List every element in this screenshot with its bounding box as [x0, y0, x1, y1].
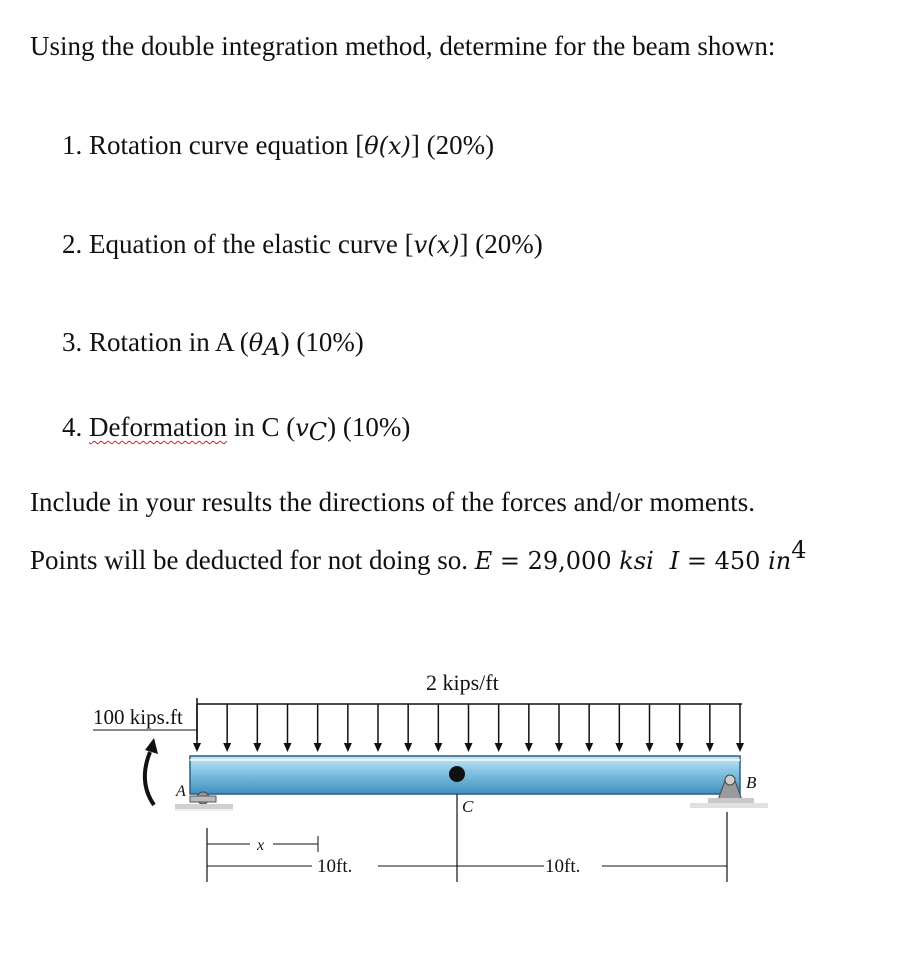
problem-intro: Using the double integration method, determine for the beam shown: [30, 31, 776, 61]
load-arrow-head [253, 743, 261, 752]
inertia-unit: in [768, 547, 792, 575]
load-arrow-head [555, 743, 563, 752]
item-text: Rotation curve equation [89, 130, 356, 160]
paren-open: ( [286, 412, 296, 442]
note-text: Points will be deducted for not doing so. [30, 545, 475, 575]
item-weight: (20%) [419, 130, 495, 160]
beam [190, 756, 740, 794]
inertia-symbol: I [669, 547, 680, 575]
item-number: 1. [62, 130, 83, 160]
load-label: 2 kips/ft [426, 670, 499, 695]
load-arrow-head [344, 743, 352, 752]
v-symbol: v [413, 231, 428, 259]
item-deformation-c [62, 411, 410, 448]
support-b-ground [690, 803, 768, 808]
moment-label: 100 kips.ft [93, 705, 183, 729]
argument-x: (x) [427, 231, 460, 259]
modulus-unit: ksi [619, 547, 654, 575]
support-a-ground [175, 804, 233, 809]
load-arrow-head [706, 743, 714, 752]
item-number: 2. [62, 229, 83, 259]
load-arrow-head [465, 743, 473, 752]
load-arrow-head [615, 743, 623, 752]
span-ac-label: 10ft. [317, 856, 353, 877]
load-arrow-head [314, 743, 322, 752]
item-text: in C [226, 412, 287, 442]
paren-close: ) [280, 327, 290, 357]
load-arrow-head [585, 743, 593, 752]
load-arrow-head [223, 743, 231, 752]
theta-symbol: θ [248, 329, 264, 357]
item-elastic-curve [62, 228, 543, 261]
item-weight: (10%) [336, 412, 411, 442]
point-c-label: C [462, 797, 474, 816]
inertia-value: = 450 [679, 547, 769, 575]
bracket-close: ] [459, 229, 469, 259]
item-number: 4. [62, 412, 83, 442]
load-arrow-head [284, 743, 292, 752]
spellcheck-word: Deformation [89, 412, 227, 442]
item-weight: (20%) [468, 229, 543, 259]
modulus-value: = 29,000 [492, 547, 620, 575]
load-arrow-head [495, 743, 503, 752]
distributed-load-arrows [193, 704, 744, 752]
x-label: x [257, 837, 265, 854]
v-symbol: v [295, 414, 309, 442]
support-b-base [708, 798, 754, 803]
bracket-close: ] [410, 130, 420, 160]
moment-arrow-head [145, 738, 158, 754]
span-cb-label: 10ft. [545, 856, 581, 877]
point-b-label: B [746, 773, 757, 792]
theta-symbol: θ [364, 132, 379, 160]
item-weight: (10%) [289, 327, 364, 357]
paren-close: ) [327, 412, 337, 442]
load-arrow-head [193, 743, 201, 752]
note-line-2 [30, 534, 807, 577]
load-arrow-head [525, 743, 533, 752]
load-arrow-head [646, 743, 654, 752]
point-a-label: A [176, 783, 186, 800]
beam-diagram [0, 600, 924, 974]
load-arrow-head [676, 743, 684, 752]
support-a-plate [190, 796, 216, 802]
subscript-a: A [263, 333, 281, 361]
item-rotation-curve [62, 129, 494, 162]
load-arrow-head [434, 743, 442, 752]
argument-x: (x) [378, 132, 411, 160]
item-rotation-a [62, 326, 364, 363]
point-c-marker [449, 766, 465, 782]
bracket-open: [ [404, 229, 414, 259]
load-arrow-head [404, 743, 412, 752]
modulus-symbol: E [474, 547, 493, 575]
load-arrow-head [374, 743, 382, 752]
item-number: 3. [62, 327, 83, 357]
support-b-hinge [725, 775, 735, 785]
moment-arrow-arc [145, 752, 154, 805]
paren-open: ( [239, 327, 249, 357]
inertia-exponent: 4 [791, 536, 807, 564]
bracket-open: [ [355, 130, 365, 160]
note-line-1: Include in your results the directions of the forces and/or moments. [30, 487, 756, 517]
item-text: Equation of the elastic curve [89, 229, 405, 259]
item-text: Rotation in A [89, 327, 240, 357]
subscript-c: C [308, 418, 328, 446]
load-arrow-head [736, 743, 744, 752]
